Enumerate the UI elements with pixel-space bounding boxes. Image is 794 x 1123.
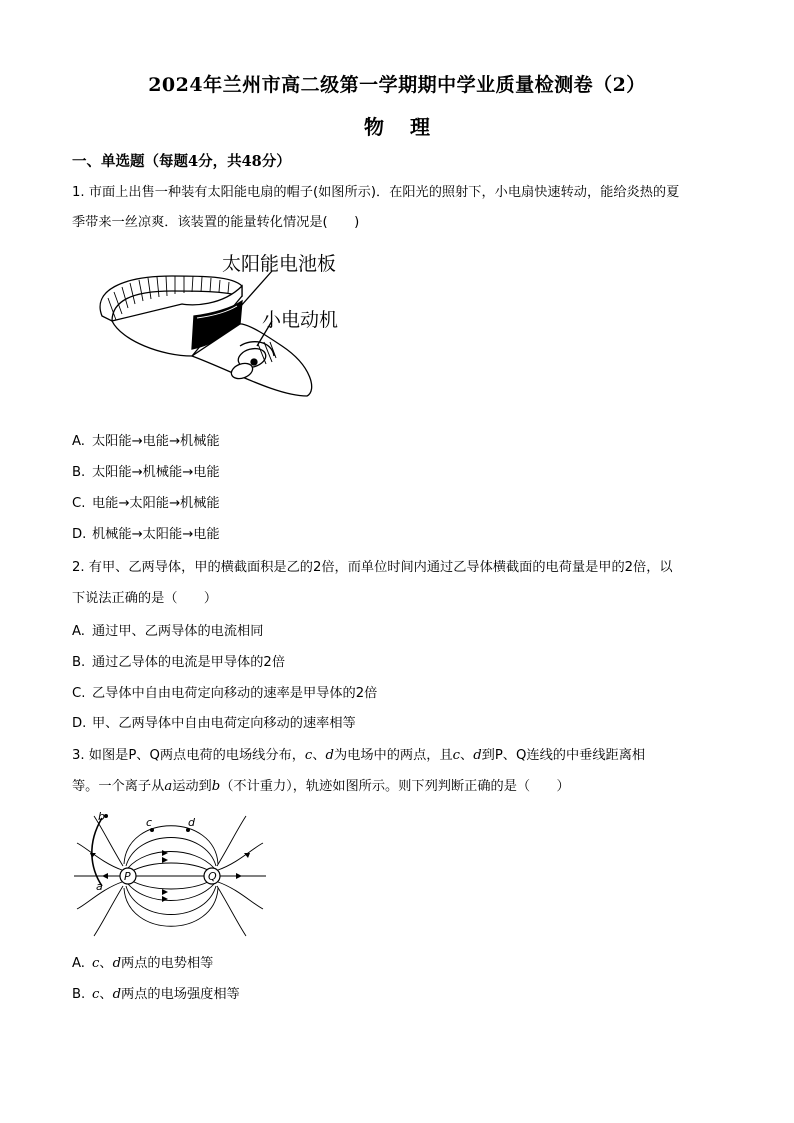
- q1-option-a: A. 太阳能→电能→机械能: [72, 434, 220, 449]
- q2-option-d: D. 甲、乙两导体中自由电荷定向移动的速率相等: [72, 716, 356, 731]
- q2-option-c: C. 乙导体中自由电荷定向移动的速率是甲导体的2倍: [72, 686, 378, 701]
- q2-option-a: A. 通过甲、乙两导体的电流相同: [72, 624, 264, 639]
- section-heading: 一、单选题（每题4分，共48分）: [72, 153, 291, 170]
- hat-illustration: [100, 271, 312, 396]
- q3-option-b: B. c、d两点的电场强度相等: [72, 987, 240, 1002]
- q1-line1: 1. 市面上出售一种装有太阳能电扇的帽子(如图所示)．在阳光的照射下，小电扇快速转动，能给炎热的夏: [72, 185, 680, 200]
- label-d: d: [188, 816, 195, 829]
- subject-title: 物理: [364, 115, 456, 139]
- label-a: a: [96, 880, 103, 893]
- label-small-motor: 小电动机: [262, 309, 339, 331]
- exam-title: 2024年兰州市高二级第一学期期中学业质量检测卷（2）: [148, 74, 646, 96]
- q2-line2: 下说法正确的是（ ）: [72, 591, 218, 606]
- q1-option-b: B. 太阳能→机械能→电能: [72, 465, 220, 480]
- label-c: c: [146, 816, 153, 829]
- label-solar-panel: 太阳能电池板: [222, 253, 337, 275]
- label-p: P: [124, 870, 131, 883]
- q1-option-c: C. 电能→太阳能→机械能: [72, 496, 220, 511]
- q3-option-a: A. c、d两点的电势相等: [72, 956, 214, 971]
- q3-line1: 3. 如图是P、Q两点电荷的电场线分布，c、d为电场中的两点，且c、d到P、Q连线的中垂线距离相: [72, 748, 646, 763]
- q1-line2: 季带来一丝凉爽．该装置的能量转化情况是( ): [72, 215, 360, 230]
- q1-option-d: D. 机械能→太阳能→电能: [72, 527, 220, 542]
- electric-field-figure: [72, 808, 268, 938]
- q2-option-b: B. 通过乙导体的电流是甲导体的2倍: [72, 655, 286, 670]
- solar-hat-figure: [82, 246, 362, 416]
- label-q: Q: [208, 870, 217, 883]
- q2-line1: 2. 有甲、乙两导体，甲的横截面积是乙的2倍，而单位时间内通过乙导体横截面的电荷量是甲的2倍，以: [72, 560, 673, 575]
- label-b: b: [98, 810, 105, 823]
- q3-line2: 等。一个离子从a运动到b（不计重力），轨迹如图所示。则下列判断正确的是（ ）: [72, 779, 570, 794]
